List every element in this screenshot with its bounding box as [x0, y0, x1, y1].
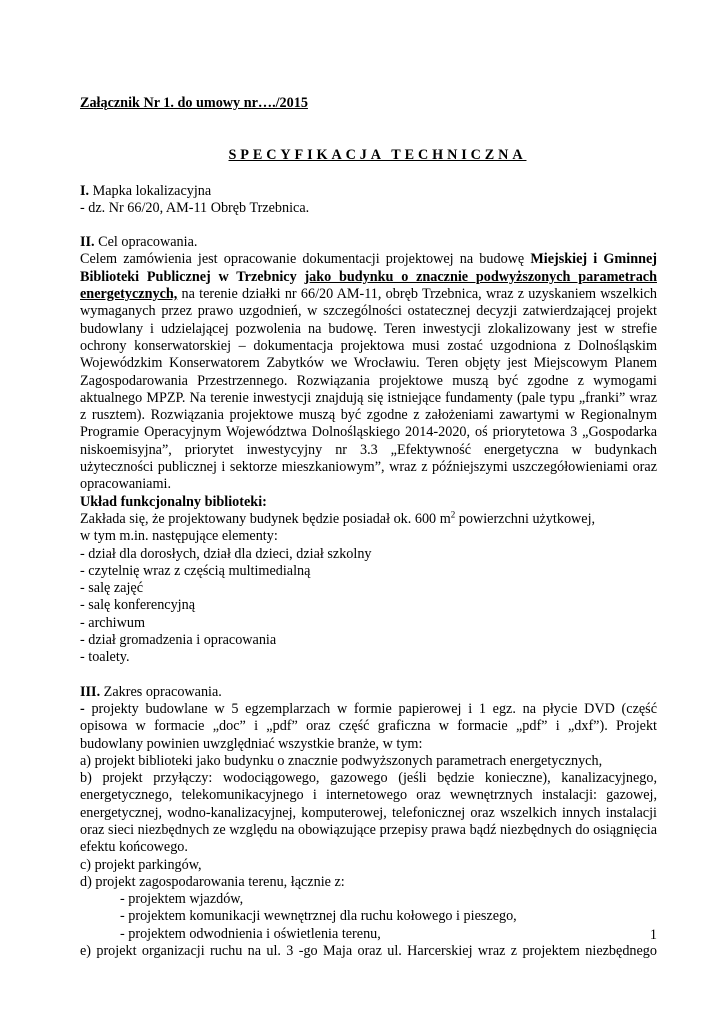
item-d-sub: - projektem komunikacji wewnętrznej dla ruchu kołowego i pieszego, [120, 908, 517, 925]
section-2-body [80, 251, 657, 493]
section-1 [80, 183, 657, 218]
item-e: e) projekt organizacji ruchu na ul. 3 -go Maja oraz ul. Harcerskiej wraz z projektem niezbędnego [80, 943, 657, 960]
item-d-sub: - projektem wjazdów, [120, 891, 244, 908]
element-item: - dział dla dorosłych, dział dla dzieci, dział szkolny [80, 545, 372, 562]
element-item: - czytelnię wraz z częścią multimedialną [80, 562, 311, 579]
area-after: powierzchni użytkowej, [458, 510, 596, 527]
document-title: SPECYFIKACJA TECHNICZNA [228, 147, 527, 164]
item-c: c) projekt parkingów, [80, 856, 202, 873]
element-item: - archiwum [80, 614, 146, 631]
section-2-roman: II. [80, 234, 95, 251]
section-3-heading [80, 684, 657, 701]
area-line [80, 511, 657, 528]
area-sup: 2 [450, 509, 456, 520]
item-d-sub: - projektem odwodnienia i oświetlenia terenu, [120, 925, 381, 942]
element-item: - toalety. [80, 649, 130, 666]
item-d: d) projekt zagospodarowania terenu, łącznie z: [80, 873, 345, 890]
elements-intro: w tym m.in. następujące elementy: [80, 528, 278, 545]
section-2-heading [80, 234, 657, 251]
section-3-intro-text: projekty budowlane w 5 egzemplarzach w formie papierowej i 1 egz. na płycie DVD (część opisowa w formacie „doc” i „pdf” oraz część graficzna w formacie „pdf” i „dxf”). Projekt budowlany powinien uwzględniać wszystkie branże, w tym: [80, 700, 657, 752]
section-2-rest: na terenie działki nr 66/20 AM-11, obręb Trzebnica, wraz z uzyskaniem wszelkich wymaganych przez prawo uzgodnień, w szczególności ostatecznej decyzji zatwierdzającej projekt budowlany i udzielającej pozwolenia na budowę. Teren inwestycji zlokalizowany jest w strefie ochrony konserwatorskiej – dokumentacja projektowa musi zostać uzgodniona z Dolnośląskim Wojewódzkim Konserwatorem Zabytków we Wrocławiu. Teren objęty jest Miejscowym Planem Zagospodarowania Przestrzennego. Rozwiązania projektowe muszą być zgodne z wymogami aktualnego MPZP. Na terenie inwestycji znajdują się istniejące fundamenty (pale typu „franki” wraz z rusztem). Rozwiązania projektowe muszą być zgodne z założeniami zawartymi w Regionalnym Programie Operacyjnym Województwa Dolnośląskiego 2014-2020, oś priorytetowa 3 „Gospodarka niskoemisyjna”, priorytet inwestycyjny nr 3.3 „Efektywność energetyczna w budynkach użyteczności publicznej i sektorze mieszkaniowym”, wraz z późniejszymi uszczegółowieniami oraz opracowaniami. [80, 286, 657, 493]
section-1-heading [80, 183, 657, 200]
layout-heading: Układ funkcjonalny biblioteki: [80, 493, 267, 510]
section-3-heading-text: Zakres opracowania. [103, 683, 222, 700]
section-3-dash: - [80, 700, 85, 717]
annex-title: Załącznik Nr 1. do umowy nr…./2015 [80, 95, 308, 111]
section-2 [80, 234, 657, 666]
page-number: 1 [649, 927, 657, 943]
item-b: b) projekt przyłączy: wodociągowego, gazowego (jeśli będzie konieczne), kanalizacyjnego, energetycznego, telekomunikacyjnego i internetowego oraz wewnętrznych instalacji: gazowej, energetycznej, wodno-kanalizacyjnej, komputerowej, telefonicznej oraz wszelkich innych instalacji oraz sieci niezbędnych ze względu na obowiązujące przepisy prawa bądź niezbędnych do osiągnięcia efektu końcowego. [80, 770, 657, 856]
section-3-roman: III. [80, 683, 101, 700]
section-3-intro [80, 701, 657, 753]
library-name: Miejskiej i Gminnej Biblioteki Publicznej w Trzebnicy [80, 251, 657, 285]
item-a: a) projekt biblioteki jako budynku o znacznie podwyższonych parametrach energetycznych, [80, 752, 603, 769]
element-item: - dział gromadzenia i opracowania [80, 632, 277, 649]
section-3 [80, 684, 657, 961]
area-before: Zakłada się, że projektowany budynek będzie posiadał ok. 600 m [80, 510, 451, 527]
section-1-heading-text: Mapka lokalizacyjna [92, 182, 212, 199]
section-2-intro: Celem zamówienia jest opracowanie dokumentacji projektowej na budowę [80, 251, 525, 268]
section-1-roman: I. [80, 182, 90, 199]
energy-emphasis: jako budynku o znacznie podwyższonych parametrach energetycznych, [80, 268, 657, 303]
section-2-heading-text: Cel opracowania. [98, 234, 198, 251]
element-item: - salę zajęć [80, 580, 144, 597]
element-item: - salę konferencyjną [80, 597, 196, 614]
document-page [80, 95, 657, 960]
section-1-line: - dz. Nr 66/20, AM-11 Obręb Trzebnica. [80, 199, 310, 216]
